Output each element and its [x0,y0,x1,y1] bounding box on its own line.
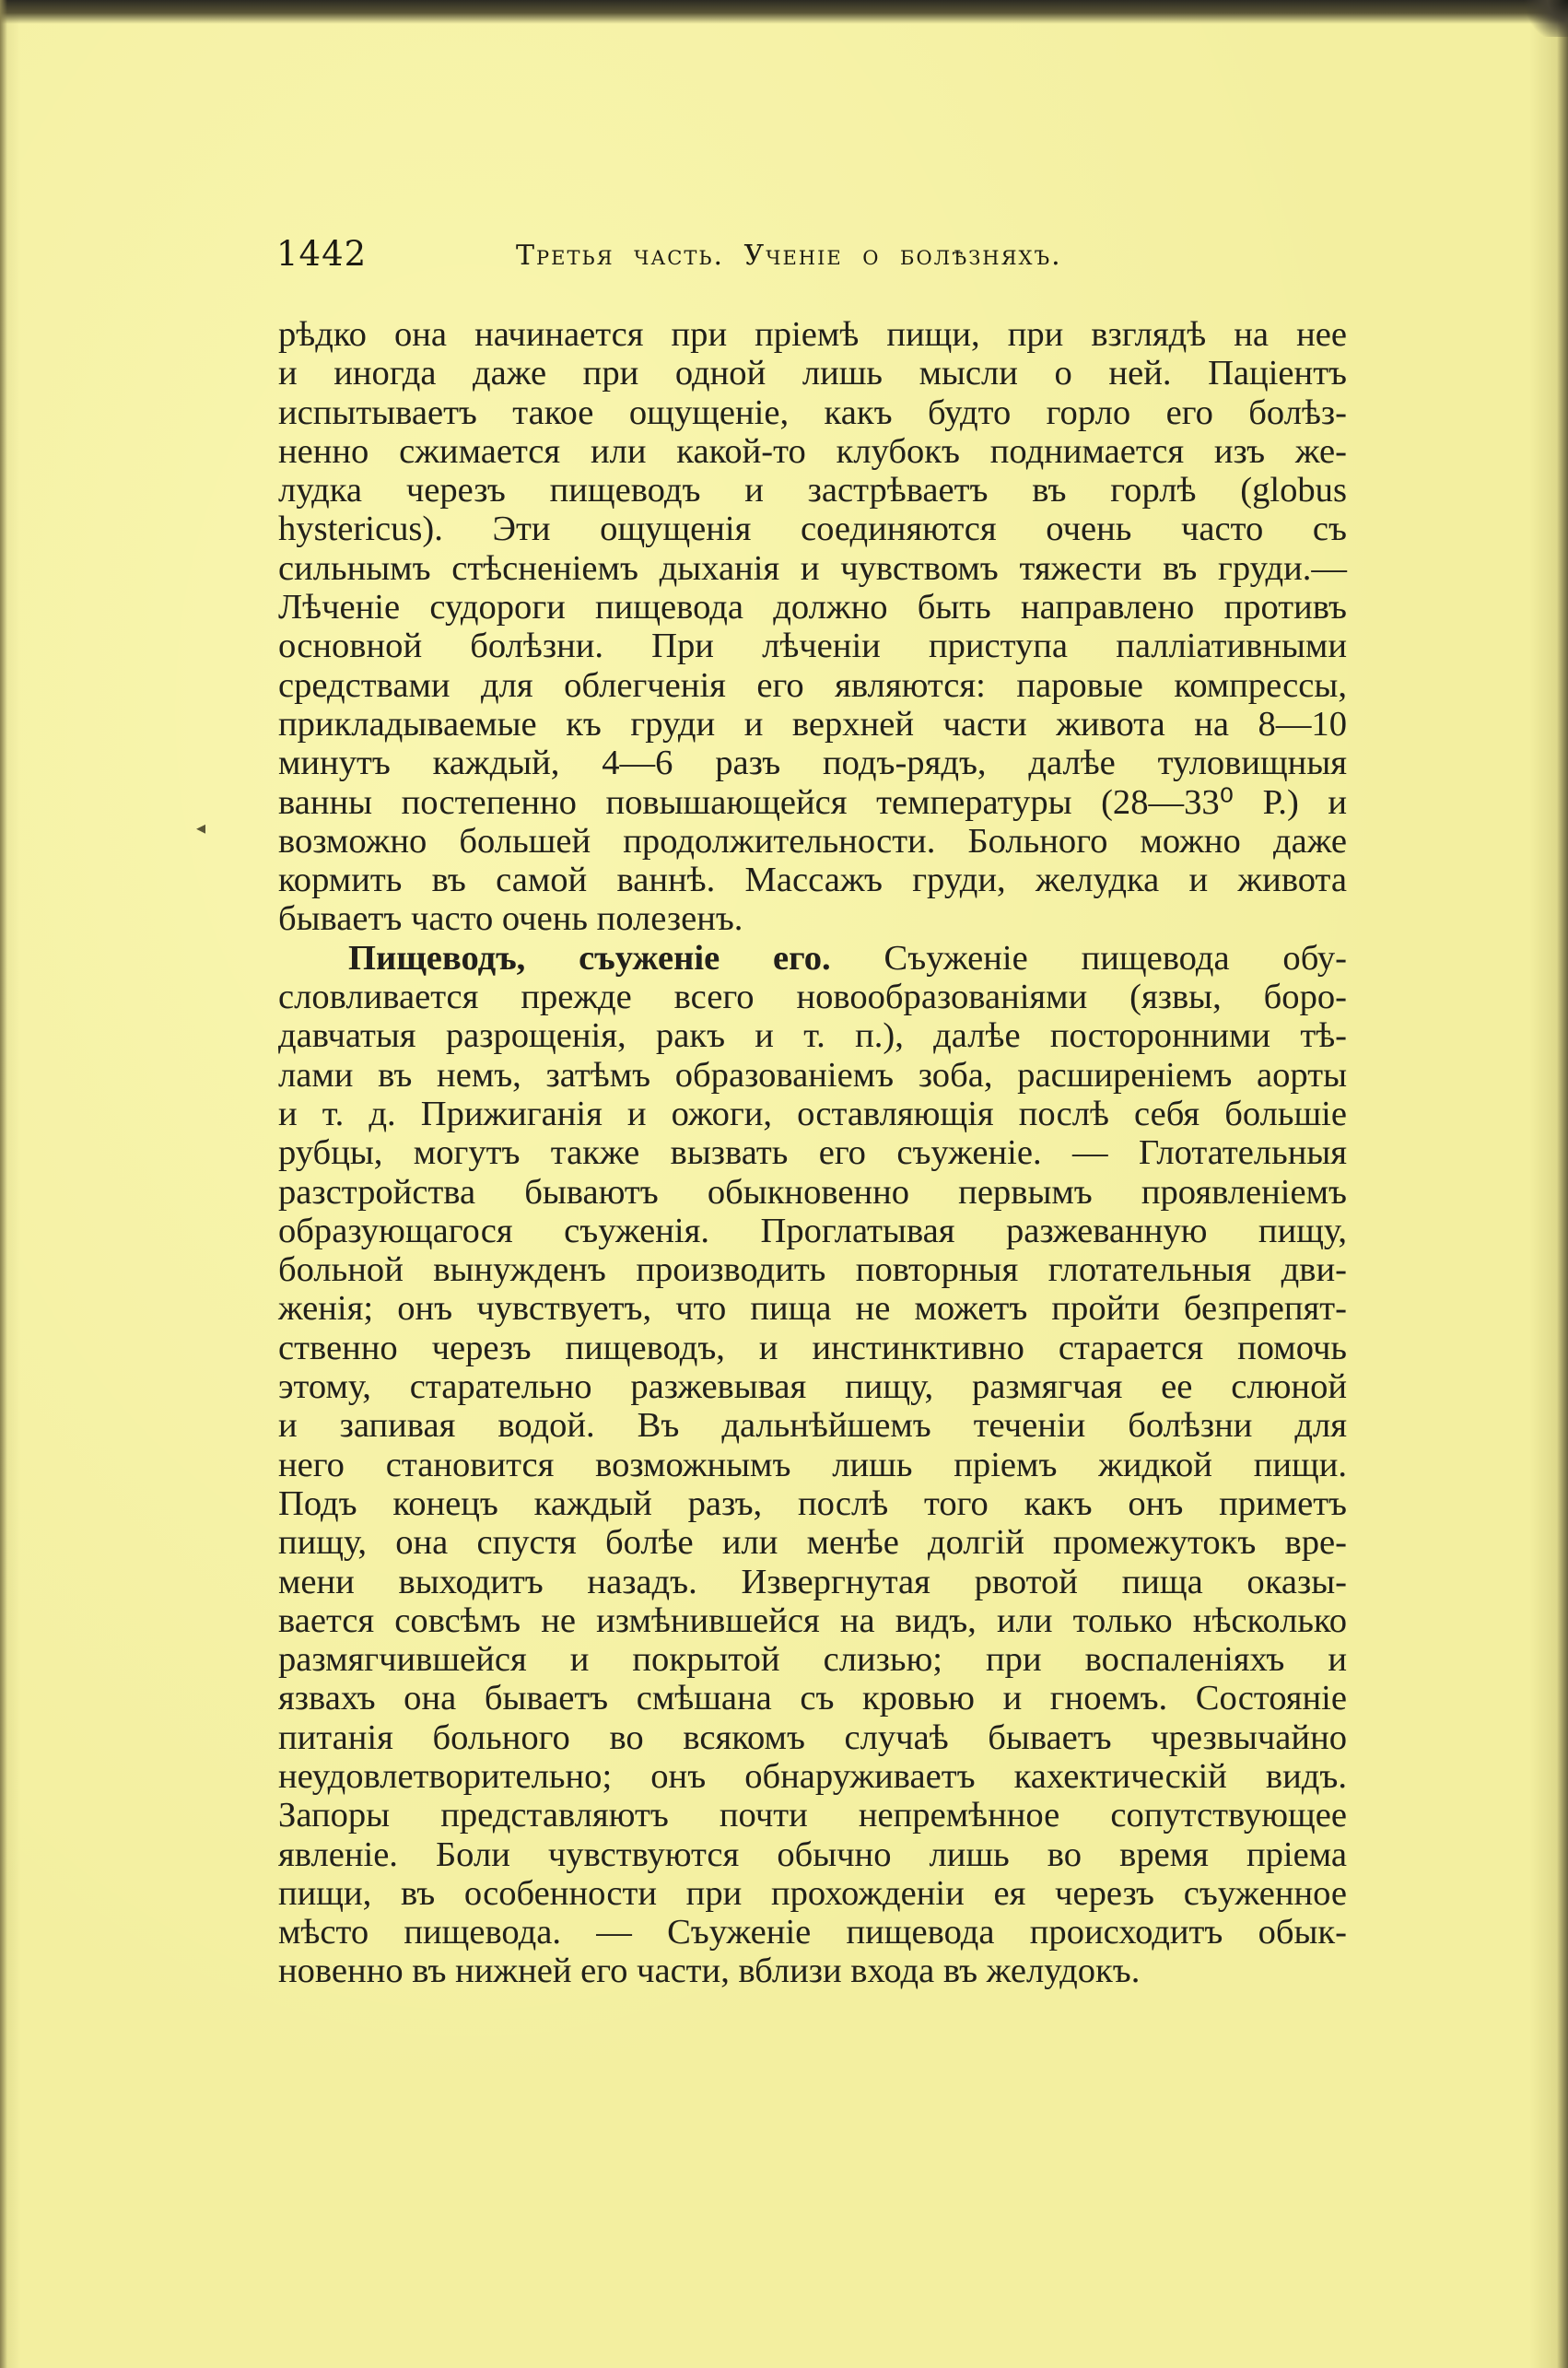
text-line: питанія больного во всякомъ случаѣ бываетъ чрезвычайно [278,1717,1347,1757]
text-line: больной вынужденъ производить повторныя глотательныя дви- [278,1250,1347,1290]
section-heading: Пищеводъ, съуженіе его. [348,938,831,978]
text-line: размягчившейся и покрытой слизью; при воспаленіяхъ и [278,1640,1347,1680]
text-line: язвахъ она бываетъ смѣшана съ кровью и гноемъ. Состояніе [278,1679,1347,1718]
paragraph-esophageal-stricture [278,939,1347,1991]
text-line: Лѣченіе судороги пищевода должно быть направлено противъ [278,588,1347,627]
text-line: сильнымъ стѣсненіемъ дыханія и чувствомъ тяжести въ груди.— [278,548,1347,588]
page-right-edge [1557,0,1568,2368]
text-line: рубцы, могутъ также вызвать его съуженіе. — Глотательныя [278,1133,1347,1173]
text-line: ственно черезъ пищеводъ, и инстинктивно старается помочь [278,1328,1347,1367]
page-left-edge [0,0,7,2368]
body-text [278,315,1347,1991]
text-line: ненно сжимается или какой-то клубокъ поднимается изъ же- [278,431,1347,471]
text-line: новенно въ нижней его части, вблизи входа въ желудокъ. [278,1952,1141,1991]
text-line: образующагося съуженія. Проглатывая разжеванную пищу, [278,1211,1347,1250]
text-line: hystericus). Эти ощущенія соединяются очень часто съ [278,510,1347,549]
page-number: 1442 [276,234,368,274]
text-line: рѣдко она начинается при пріемѣ пищи, при взглядѣ на нее [278,315,1347,354]
text-line: него становится возможнымъ лишь пріемъ жидкой пищи. [278,1445,1347,1484]
running-title: Третья часть. Ученіе о болѣзняхъ. [516,240,1062,272]
text-line: разстройства бываютъ обыкновенно первымъ проявленіемъ [278,1172,1347,1212]
margin-mark: ◂ [196,816,206,838]
text-line: этому, старательно разжевывая пищу, размягчая ее слюной [278,1367,1347,1407]
text-line: лудка черезъ пищеводъ и застрѣваетъ въ горлѣ (globus [278,471,1347,510]
text-line: ванны постепенно повышающейся температуры (28—33⁰ Р.) и [278,782,1347,822]
text-line: явленіе. Боли чувствуются обычно лишь во время пріема [278,1835,1347,1874]
text-line: женія; онъ чувствуетъ, что пища не можетъ пройти безпрепят- [278,1289,1347,1329]
paragraph-first-line [278,939,1347,978]
text-line: Подъ конецъ каждый разъ, послѣ того какъ онъ приметъ [278,1483,1347,1523]
text-line: и иногда даже при одной лишь мысли о ней. Паціентъ [278,354,1347,393]
text-line: и т. д. Прижиганія и ожоги, оставляющія послѣ себя большіе [278,1094,1347,1133]
text-line: мѣсто пищевода. — Съуженіе пищевода происходитъ обык- [278,1913,1347,1952]
text-line: средствами для облегченія его являются: паровые компрессы, [278,665,1347,705]
text-line: вается совсѣмъ не измѣнившейся на видъ, или только нѣсколько [278,1600,1347,1640]
running-header [276,230,1345,286]
paragraph-continuation [278,315,1347,939]
text-line: лами въ немъ, затѣмъ образованіемъ зоба, расширеніемъ аорты [278,1055,1347,1095]
text-line: испытываетъ такое ощущеніе, какъ будто горло его болѣз- [278,393,1347,432]
page-corner-shadow [1513,0,1568,37]
page-top-edge [0,0,1568,24]
first-line-text: Съуженіе пищевода обу- [830,938,1347,978]
text-line: минутъ каждый, 4—6 разъ подъ-рядъ, далѣе туловищныя [278,744,1347,783]
text-line: мени выходитъ назадъ. Извергнутая рвотой пища оказы- [278,1562,1347,1601]
text-line: пищи, въ особенности при прохожденіи ея черезъ съуженное [278,1873,1347,1913]
text-line: словливается прежде всего новообразованіями (язвы, боро- [278,978,1347,1017]
text-line: Запоры представляютъ почти непремѣнное сопутствующее [278,1796,1347,1835]
text-line: бываетъ часто очень полезенъ. [278,899,743,939]
text-line: и запивая водой. Въ дальнѣйшемъ теченіи болѣзни для [278,1406,1347,1446]
text-line: кормить въ самой ваннѣ. Массажъ груди, желудка и живота [278,861,1347,900]
text-line: давчатыя разрощенія, ракъ и т. п.), далѣе посторонними тѣ- [278,1016,1347,1056]
text-line: основной болѣзни. При лѣченіи приступа палліативными [278,627,1347,666]
text-line: возможно большей продолжительности. Больного можно даже [278,821,1347,861]
text-line: неудовлетворительно; онъ обнаруживаетъ кахектическій видъ. [278,1756,1347,1796]
text-line: пищу, она спустя болѣе или менѣе долгій промежутокъ вре- [278,1523,1347,1563]
text-line: прикладываемые къ груди и верхней части живота на 8—10 [278,704,1347,744]
